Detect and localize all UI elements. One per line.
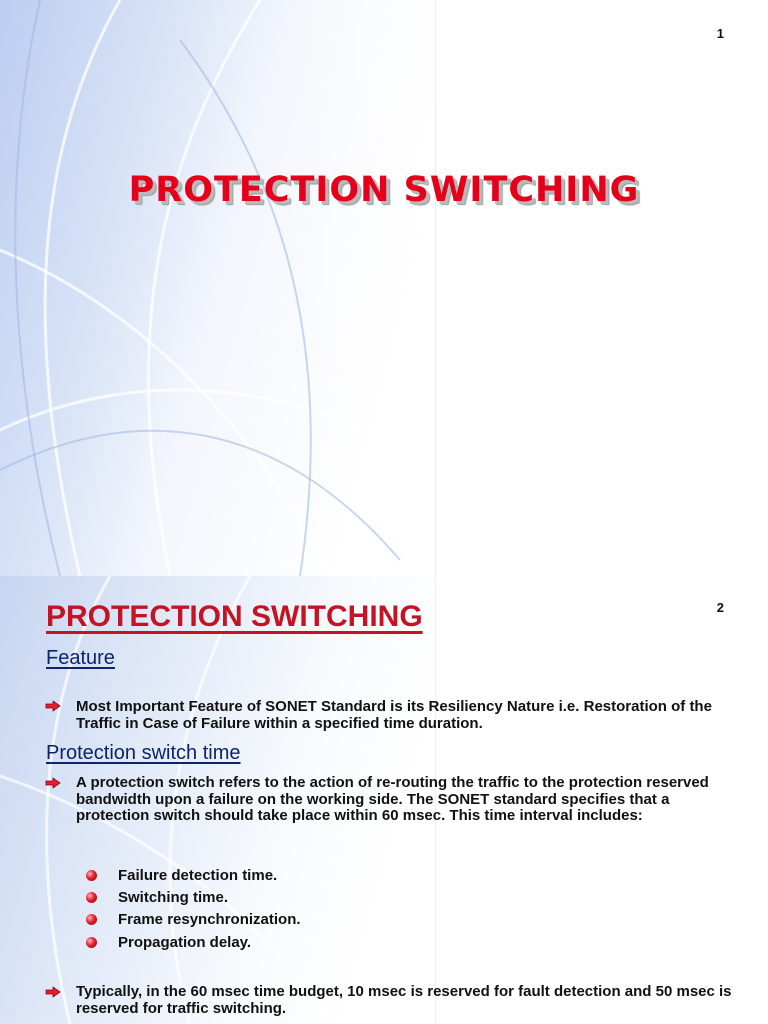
- slide-2: [0, 576, 768, 1024]
- red-arrow-icon: [45, 700, 61, 712]
- feature-heading: Feature: [46, 647, 115, 669]
- slide-1-title: PROTECTION SWITCHING: [128, 170, 640, 210]
- red-ball-icon: [86, 914, 97, 925]
- list-item-text: Failure detection time.: [118, 867, 278, 884]
- red-ball-icon: [86, 870, 97, 881]
- red-ball-icon: [86, 892, 97, 903]
- red-arrow-icon: [45, 777, 61, 789]
- list-item-text: Propagation delay.: [118, 934, 252, 951]
- slide-1-page-number: 1: [716, 26, 724, 41]
- slide-2-page-number: 2: [716, 600, 724, 615]
- feature-paragraph: Most Important Feature of SONET Standard is its Resiliency Nature i.e. Restoration of the Traffic in Case of Failure within a specified time duration.: [76, 698, 712, 732]
- time-budget-paragraph: Typically, in the 60 msec time budget, 10 msec is reserved for fault detection and 50 msec is reserved for traffic switching.: [76, 983, 732, 1017]
- slide-2-title: PROTECTION SWITCHING: [46, 600, 423, 633]
- red-arrow-icon: [45, 986, 61, 998]
- red-ball-icon: [86, 937, 97, 948]
- protection-switch-time-heading: Protection switch time: [46, 742, 241, 764]
- list-item-text: Frame resynchronization.: [118, 911, 301, 928]
- list-item-text: Switching time.: [118, 889, 229, 906]
- protection-switch-paragraph: A protection switch refers to the action of re-routing the traffic to the protection reserved bandwidth upon a failure on the working side. The SONET standard specifies that a protection switch should take place within 60 msec. This time interval includes:: [76, 774, 709, 824]
